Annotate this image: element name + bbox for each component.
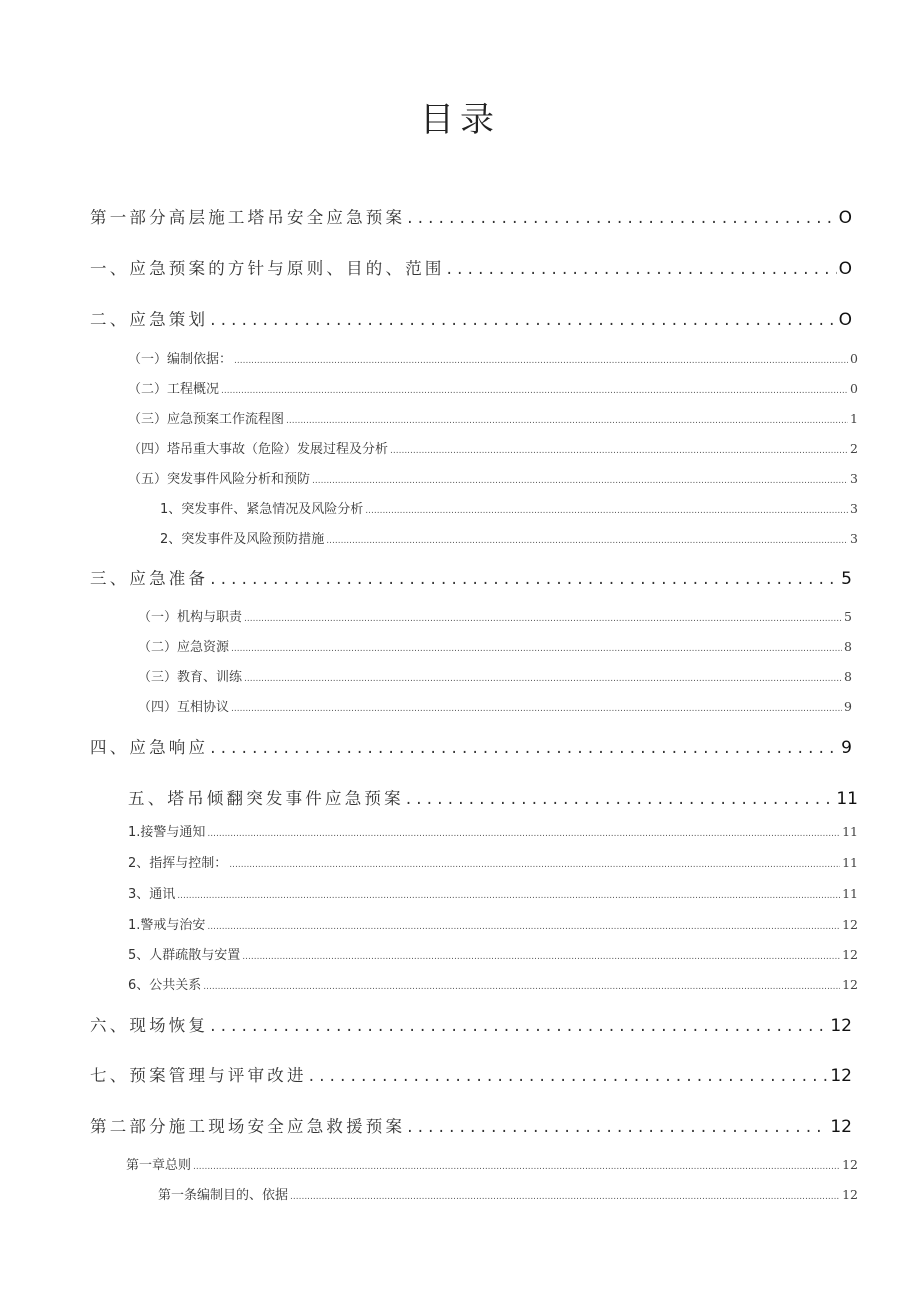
toc-entry-page: 12 xyxy=(842,1187,858,1202)
dot-leader xyxy=(312,472,848,487)
toc-entry[interactable] xyxy=(128,348,858,367)
toc-entry[interactable] xyxy=(90,734,852,758)
dot-leader xyxy=(406,789,835,808)
toc-entry[interactable] xyxy=(138,636,852,655)
dot-leader xyxy=(309,1066,829,1085)
toc-entry[interactable] xyxy=(160,528,858,547)
toc-entry-label: （二）工程概况 xyxy=(128,382,220,397)
toc-entry[interactable] xyxy=(160,498,858,517)
toc-entry-page: 12 xyxy=(842,917,858,932)
toc-entry-page: 12 xyxy=(842,947,858,962)
dot-leader xyxy=(234,352,848,367)
toc-entry[interactable] xyxy=(128,914,858,933)
toc-entry-page: 9 xyxy=(841,738,852,758)
dot-leader xyxy=(177,887,840,902)
toc-entry-page: O xyxy=(838,259,852,279)
toc-entry-page: 12 xyxy=(842,1157,858,1172)
dot-leader xyxy=(210,310,836,329)
toc-entry[interactable] xyxy=(90,255,852,279)
toc-entry-page: 0 xyxy=(850,351,858,366)
toc-entry-label: （一）机构与职责 xyxy=(138,610,243,625)
dot-leader xyxy=(326,532,848,547)
toc-entry-label: 三、应急准备 xyxy=(90,569,209,588)
dot-leader xyxy=(231,640,842,655)
toc-entry[interactable] xyxy=(90,1062,852,1086)
toc-entry-label: 1.警戒与治安 xyxy=(128,918,206,933)
toc-entry-label: （四）互相协议 xyxy=(138,700,230,715)
toc-entry[interactable] xyxy=(126,1154,858,1173)
toc-entry-page: 11 xyxy=(842,855,858,870)
toc-entry[interactable] xyxy=(128,852,858,871)
dot-leader xyxy=(242,948,840,963)
toc-entry-label: 第一部分高层施工塔吊安全应急预案 xyxy=(90,208,406,227)
toc-entry-label: 七、预案管理与评审改进 xyxy=(90,1066,307,1085)
toc-entry-label: 1、突发事件、紧急情况及风险分析 xyxy=(160,502,364,517)
toc-entry[interactable] xyxy=(90,1012,852,1036)
dot-leader xyxy=(407,208,836,227)
toc-entry-page: 12 xyxy=(830,1117,852,1137)
toc-entry[interactable] xyxy=(128,378,858,397)
toc-entry-page: 9 xyxy=(844,699,852,714)
dot-leader xyxy=(207,825,840,840)
toc-entry-page: 5 xyxy=(844,609,852,624)
toc-entry[interactable] xyxy=(90,1113,852,1137)
toc-entry-page: 8 xyxy=(844,639,852,654)
toc-entry[interactable] xyxy=(138,666,852,685)
toc-entry-page: 1 xyxy=(850,411,858,426)
dot-leader xyxy=(244,610,842,625)
toc-entry[interactable] xyxy=(128,468,858,487)
toc-entry[interactable] xyxy=(128,821,858,840)
toc-entry-page: 11 xyxy=(836,789,858,809)
toc-entry-page: 0 xyxy=(850,381,858,396)
dot-leader xyxy=(210,569,839,588)
toc-entry-label: 2、指挥与控制： xyxy=(128,856,228,871)
toc-entry[interactable] xyxy=(128,883,858,902)
toc-entry-page: 3 xyxy=(850,471,858,486)
toc-entry-label: 第一章总则 xyxy=(126,1158,192,1173)
toc-entry-label: 1.接警与通知 xyxy=(128,825,206,840)
toc-entry-label: 6、公共关系 xyxy=(128,978,202,993)
dot-leader xyxy=(210,738,839,757)
toc-entry[interactable] xyxy=(90,306,852,330)
toc-entry[interactable] xyxy=(90,204,852,228)
toc-entry-label: 五、塔吊倾翻突发事件应急预案 xyxy=(128,789,404,808)
toc-entry-label: 四、应急响应 xyxy=(90,738,209,757)
dot-leader xyxy=(407,1117,828,1136)
dot-leader xyxy=(447,259,837,278)
toc-entry-label: 5、人群疏散与安置 xyxy=(128,948,241,963)
dot-leader xyxy=(365,502,848,517)
toc-entry-label: 第二部分施工现场安全应急救援预案 xyxy=(90,1117,406,1136)
toc-entry[interactable] xyxy=(90,565,852,589)
toc-entry-page: 12 xyxy=(830,1066,852,1086)
toc-entry-label: 一、应急预案的方针与原则、目的、范围 xyxy=(90,259,445,278)
dot-leader xyxy=(390,442,848,457)
toc-entry[interactable] xyxy=(128,785,858,809)
dot-leader xyxy=(244,670,842,685)
toc-entry-label: 六、现场恢复 xyxy=(90,1016,209,1035)
toc-entry-page: 12 xyxy=(830,1016,852,1036)
toc-entry-page: 2 xyxy=(850,441,858,456)
toc-entry-page: O xyxy=(838,310,852,330)
dot-leader xyxy=(290,1188,840,1203)
toc-entry-label: （三）应急预案工作流程图 xyxy=(128,412,285,427)
dot-leader xyxy=(207,918,840,933)
toc-entry-page: 5 xyxy=(841,569,852,589)
dot-leader xyxy=(221,382,848,397)
toc-entry[interactable] xyxy=(158,1184,858,1203)
toc-entry-label: 第一条编制目的、依据 xyxy=(158,1188,289,1203)
toc-entry-page: O xyxy=(838,208,852,228)
dot-leader xyxy=(203,978,840,993)
toc-entry-page: 8 xyxy=(844,669,852,684)
dot-leader xyxy=(231,700,842,715)
toc-entry-label: 2、突发事件及风险预防措施 xyxy=(160,532,325,547)
toc-entry-label: 二、应急策划 xyxy=(90,310,209,329)
toc-entry-page: 3 xyxy=(850,531,858,546)
dot-leader xyxy=(286,412,848,427)
toc-entry-label: （五）突发事件风险分析和预防 xyxy=(128,472,311,487)
toc-entry[interactable] xyxy=(128,408,858,427)
toc-entry-page: 3 xyxy=(850,501,858,516)
toc-entry[interactable] xyxy=(138,696,852,715)
toc-entry[interactable] xyxy=(138,606,852,625)
toc-entry[interactable] xyxy=(128,974,858,993)
toc-entry-label: （三）教育、训练 xyxy=(138,670,243,685)
toc-entry[interactable] xyxy=(128,944,858,963)
dot-leader xyxy=(229,856,840,871)
page-title: 目录 xyxy=(420,100,500,140)
toc-entry-label: （二）应急资源 xyxy=(138,640,230,655)
toc-entry-label: （四）塔吊重大事故（危险）发展过程及分析 xyxy=(128,442,389,457)
toc-entry-label: （一）编制依据： xyxy=(128,352,233,367)
toc-entry[interactable] xyxy=(128,438,858,457)
dot-leader xyxy=(193,1158,840,1173)
toc-entry-page: 11 xyxy=(842,824,858,839)
toc-entry-page: 12 xyxy=(842,977,858,992)
toc-entry-label: 3、通讯 xyxy=(128,887,176,902)
toc-entry-page: 11 xyxy=(842,886,858,901)
dot-leader xyxy=(210,1016,828,1035)
